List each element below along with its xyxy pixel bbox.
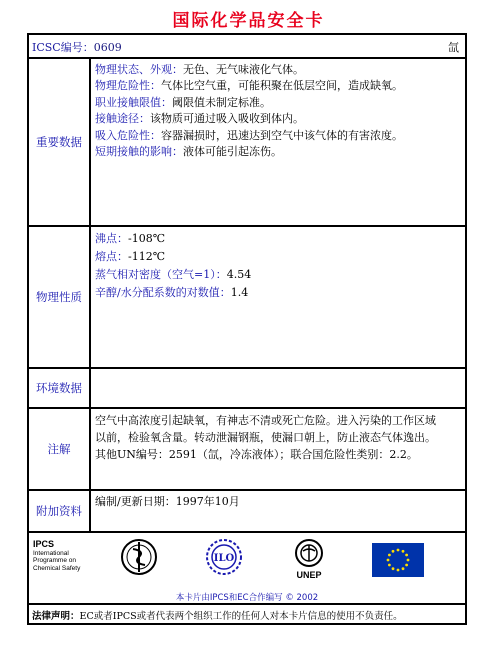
section-environment [29, 369, 465, 409]
physical-line: 辛醇/水分配系数的对数值：1.4 [95, 286, 249, 299]
svg-text:ILO: ILO [213, 553, 235, 564]
chemical-safety-card [27, 33, 467, 625]
physical-line: 沸点：-108℃ [95, 232, 166, 245]
svg-text:UNEP: UNEP [296, 570, 322, 580]
legal-label: 法律声明： [32, 611, 80, 622]
notes-line: 其他UN编号：2591（氙，冷冻液体）；联合国危险性类别：2.2。 [95, 448, 418, 461]
icsc-number: 0609 [93, 41, 122, 54]
legal-text: EC或者IPCS或者代表两个组织工作的任何人对本卡片信息的使用不负责任。 [79, 611, 403, 622]
important-line: 接触途径：该物质可通过吸入吸收到体内。 [95, 112, 304, 126]
section-notes [29, 409, 465, 491]
physical-body [91, 227, 465, 367]
chemical-name: 氙 [448, 41, 459, 54]
legal-notice [29, 605, 465, 623]
ipcs-logo-text: IPCS International Programme on Chemical Safety [33, 539, 81, 572]
additional-body: 编制/更新日期：1997年10月 [95, 495, 240, 508]
ilo-emblem-icon [204, 537, 244, 577]
icsc-code [32, 39, 122, 55]
important-line: 短期接触的影响：液体可能引起冻伤。 [95, 145, 282, 159]
notes-line: 空气中高浓度引起缺氧，有神志不清或死亡危险。进入污染的工作区域 [95, 414, 436, 427]
section-label: 环境数据 [29, 369, 91, 407]
important-line: 吸入危险性：容器漏损时，迅速达到空气中该气体的有害浓度。 [95, 128, 403, 142]
eu-flag-icon [372, 543, 424, 577]
footer-logos [29, 533, 465, 605]
section-label: 重要数据 [29, 59, 91, 225]
unep-emblem-icon [289, 537, 329, 581]
section-physical [29, 227, 465, 369]
section-label: 物理性质 [29, 227, 91, 367]
who-emblem-icon [119, 537, 159, 577]
footer-caption: 本卡片由IPCS和EC合作编写 © 2002 [175, 593, 319, 603]
important-line: 物理状态、外观：无色、无气味液化气体。 [95, 63, 304, 76]
important-line: 职业接触限值：阈限值未制定标准。 [95, 95, 271, 109]
card-header [29, 35, 465, 59]
environment-body [91, 369, 465, 407]
physical-line: 蒸气相对密度（空气=1）：4.54 [95, 268, 252, 281]
notes-line: 以前，检验氧含量。转动泄漏钢瓶，使漏口朝上，防止液态气体逸出。 [95, 431, 436, 444]
section-additional [29, 491, 465, 533]
section-label: 附加资料 [29, 491, 91, 531]
important-line: 物理危险性：气体比空气重，可能积聚在低层空间，造成缺氧。 [95, 79, 403, 93]
section-label: 注解 [29, 409, 91, 489]
section-important [29, 59, 465, 227]
icsc-label: ICSC编号： [32, 41, 94, 54]
card-title: 国际化学品安全卡 [172, 11, 325, 31]
important-body [91, 59, 465, 225]
physical-line: 熔点：-112℃ [95, 250, 166, 263]
notes-body [91, 409, 465, 489]
